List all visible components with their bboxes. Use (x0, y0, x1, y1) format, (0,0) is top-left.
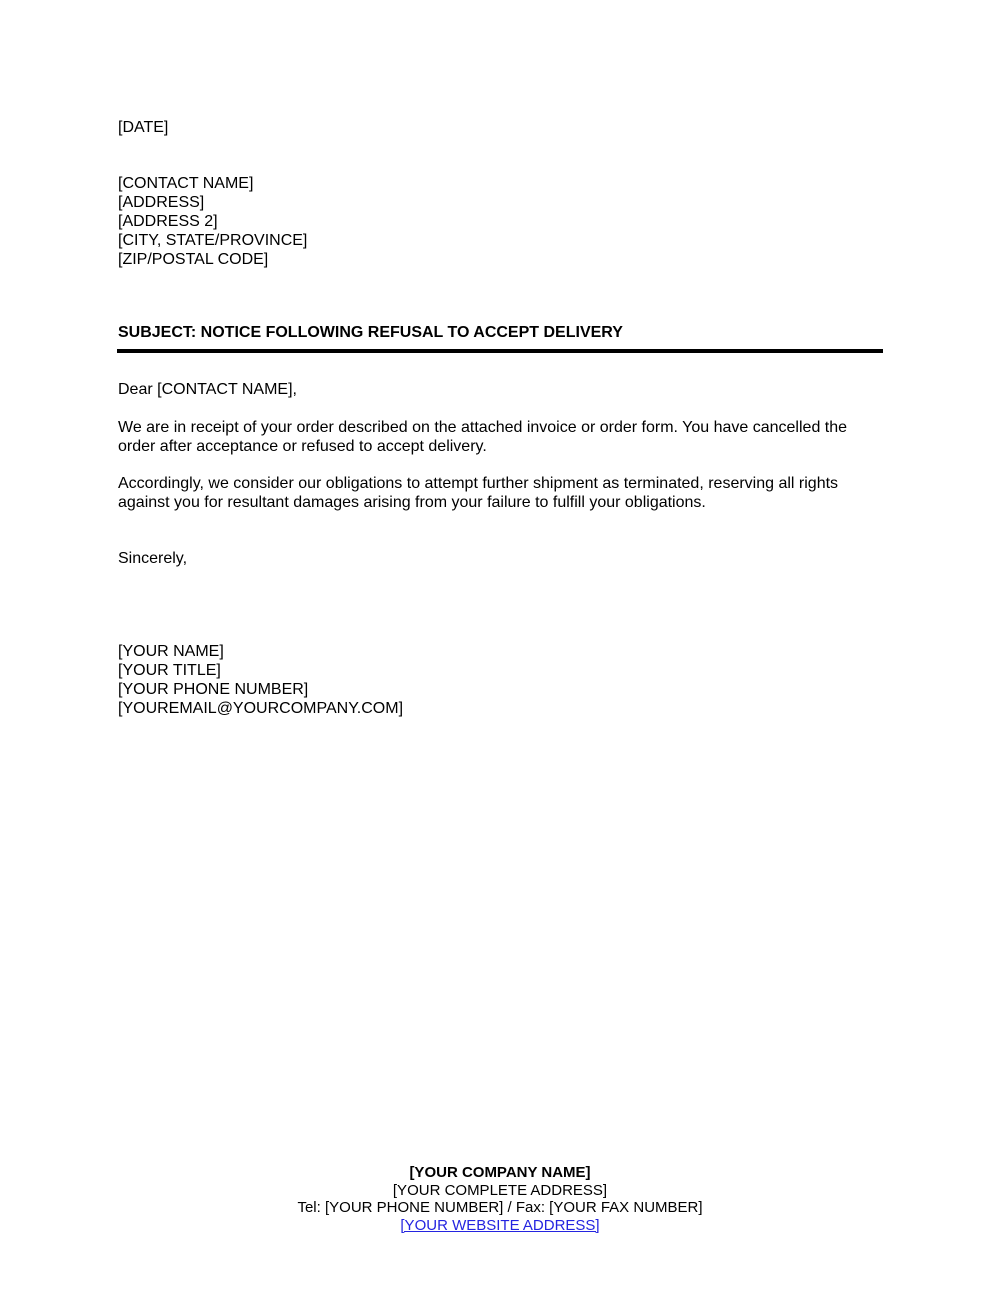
sender-title: [YOUR TITLE] (118, 662, 221, 679)
salutation (118, 380, 883, 399)
paragraph-line: order after acceptance or refused to accept delivery. (118, 438, 487, 455)
sender-email: [YOUREMAIL@YOURCOMPANY.COM] (118, 700, 404, 717)
body-paragraph-1 (118, 418, 883, 456)
closing (118, 549, 883, 568)
date-text: [DATE] (118, 119, 169, 136)
footer-company-name: [YOUR COMPANY NAME] (409, 1164, 591, 1181)
sender-phone: [YOUR PHONE NUMBER] (118, 681, 309, 698)
sender-name: [YOUR NAME] (118, 643, 224, 660)
recipient-postal-code: [ZIP/POSTAL CODE] (118, 251, 269, 268)
footer-website-link[interactable]: [YOUR WEBSITE ADDRESS] (400, 1216, 600, 1234)
letter-footer (0, 1164, 1000, 1234)
recipient-address-line-1: [ADDRESS] (118, 194, 205, 211)
recipient-name: [CONTACT NAME] (118, 175, 254, 192)
paragraph-line: We are in receipt of your order described on the attached invoice or order form. You have cancelled the (118, 419, 848, 436)
signature-block (118, 642, 883, 718)
subject-divider (117, 349, 883, 353)
recipient-address-line-2: [ADDRESS 2] (118, 213, 218, 230)
salutation-text: Dear [CONTACT NAME], (118, 381, 297, 398)
closing-text: Sincerely, (118, 550, 188, 567)
recipient-address-block (118, 174, 883, 269)
recipient-city-state: [CITY, STATE/PROVINCE] (118, 232, 308, 249)
paragraph-line: Accordingly, we consider our obligations to attempt further shipment as terminated, reserving all rights (118, 475, 839, 492)
footer-address: [YOUR COMPLETE ADDRESS] (392, 1181, 608, 1199)
letter-date (118, 118, 883, 137)
footer-contact: Tel: [YOUR PHONE NUMBER] / Fax: [YOUR FAX NUMBER] (297, 1199, 703, 1216)
subject-line (118, 323, 883, 342)
paragraph-line: against you for resultant damages arising from your failure to fulfill your obligations. (118, 494, 706, 511)
subject-text: SUBJECT: NOTICE FOLLOWING REFUSAL TO ACCEPT DELIVERY (118, 324, 623, 341)
body-paragraph-2 (118, 474, 883, 512)
